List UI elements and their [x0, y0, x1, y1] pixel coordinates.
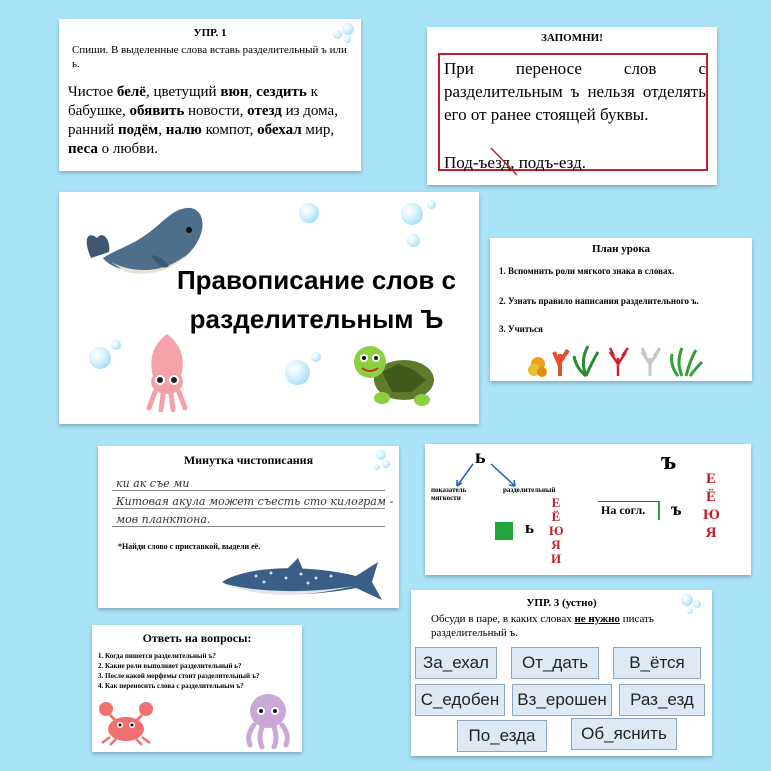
word-card[interactable]: С_едобен — [415, 684, 505, 716]
bracket-line — [598, 501, 660, 520]
handwriting-task: *Найди слово с приставкой, выдели её. — [118, 542, 261, 551]
label-softness: показатель мягкости — [431, 486, 467, 502]
text-fragment: Чистое — [68, 84, 117, 100]
hard-sign-big: ъ — [661, 446, 677, 475]
ruled-line — [112, 526, 385, 527]
slide-title — [59, 192, 479, 424]
word-card[interactable]: За_ехал — [415, 647, 497, 679]
slide-handwriting — [98, 446, 399, 608]
handwriting-line3: мов планктона. — [116, 513, 211, 526]
exercise-1-title: УПР. 1 — [193, 27, 227, 39]
handwriting-title: Минутка чистописания — [183, 453, 314, 467]
seaweed-illustration — [526, 342, 716, 378]
highlighted-word: обявить — [129, 103, 185, 119]
highlighted-word: сездить — [256, 84, 307, 100]
example-right: подъ-езд. — [518, 153, 586, 172]
bubble-decor — [687, 608, 693, 614]
vowel-letter: Ё — [551, 509, 561, 524]
word-card[interactable]: По_езда — [457, 720, 547, 752]
question-item: 1. Когда пишется разделительный ъ? — [98, 652, 216, 660]
bubble-decor — [299, 203, 319, 223]
text-fragment: , цветущий — [145, 84, 221, 100]
green-square-icon — [495, 522, 513, 540]
bubble-decor — [311, 352, 321, 362]
bubble-decor — [407, 234, 420, 247]
vowel-letter: Е — [551, 495, 561, 510]
main-title-line2: разделительным Ъ — [189, 304, 444, 334]
vowel-letter: Е — [705, 471, 716, 487]
remember-title: ЗАПОМНИ! — [541, 32, 603, 44]
bubble-decor — [693, 600, 701, 608]
text-fragment: , — [248, 84, 257, 100]
whale-illustration — [81, 200, 221, 290]
ruled-line — [112, 490, 385, 491]
text-fragment: компот, — [201, 122, 258, 138]
soft-sign-big: ь — [475, 446, 486, 468]
exercise-3-instruction: Обсуди в паре, в каких словах не нужно писать разделительный ъ. — [431, 613, 654, 639]
highlighted-word: подём — [118, 122, 159, 138]
highlighted-word: налю — [165, 122, 202, 138]
highlighted-word: отезд — [247, 103, 282, 119]
bubble-decor — [376, 450, 386, 460]
remember-example: Под-ъезд, подъ-езд. — [444, 153, 586, 172]
word-card[interactable]: От_дать — [511, 647, 599, 679]
highlighted-word: белё — [116, 84, 146, 100]
vowel-letter: Ю — [703, 507, 720, 523]
label-separating: разделительный — [503, 486, 556, 494]
text-fragment: к бабушке, — [68, 84, 318, 119]
word-card[interactable]: Раз_езд — [619, 684, 705, 716]
text-fragment: о любви. — [97, 141, 159, 157]
on-consonant-label: На согл. — [601, 503, 646, 517]
whale-shark-illustration — [216, 558, 386, 604]
vowels-right — [703, 470, 719, 542]
text-fragment: новости, — [184, 103, 248, 119]
vowel-letter: Я — [705, 525, 717, 541]
text-fragment: мир, — [301, 122, 335, 138]
emphasis-text: не нужно — [574, 613, 620, 625]
vowel-letter: Ё — [705, 489, 716, 505]
handwriting-line2: Китовая акула может съесть сто килограм - — [116, 495, 394, 508]
bubble-decor — [344, 36, 351, 43]
bubble-decor — [427, 200, 436, 209]
exercise-1-instruction: Спиши. В выделенные слова вставь разделительный ъ или ь. — [72, 44, 347, 70]
remember-rule: При переносе слов с разделительным ъ нельзя отделять его от ранее стоящей буквы. — [444, 59, 706, 124]
bubble-decor — [285, 360, 310, 385]
bubble-decor — [111, 340, 121, 350]
bubble-decor — [681, 594, 693, 606]
bubble-decor — [333, 30, 342, 39]
small-soft-sign: ь — [525, 518, 534, 537]
slide-scheme — [425, 444, 751, 575]
question-item: 2. Какие роли выполняет разделительный ь? — [98, 662, 242, 670]
vowel-letter: Я — [551, 537, 561, 552]
question-item: 3. После какой морфемы стоит разделительный ъ? — [98, 672, 260, 680]
word-card[interactable]: Об_яснить — [571, 718, 677, 750]
plan-item: 2. Узнать правило написания разделительного ъ. — [499, 296, 699, 306]
turtle-illustration — [352, 342, 444, 412]
text-fragment: , — [158, 122, 166, 138]
highlighted-word: вюн — [220, 84, 249, 100]
word-card[interactable]: Вз_ерошен — [512, 684, 612, 716]
vowel-letter: Ю — [549, 523, 564, 538]
example-wrong: Под-ъезд — [444, 153, 511, 172]
strike-mark — [487, 145, 527, 179]
plan-item: 1. Вспомнить роли мягкого знака в словах. — [499, 266, 675, 276]
bubble-decor — [342, 23, 354, 35]
octopus-illustration — [240, 691, 296, 749]
plan-title: План урока — [591, 243, 651, 255]
slide-lesson-plan — [490, 238, 752, 381]
vowels-left — [549, 496, 563, 566]
squid-illustration — [139, 332, 195, 412]
bubble-decor — [401, 203, 423, 225]
exercise-1-text — [68, 83, 356, 159]
slide-exercise-3 — [411, 590, 712, 756]
exercise-3-title: УПР. 3 (устно) — [526, 597, 597, 609]
right-hard-sign: ъ — [671, 499, 682, 519]
bubble-decor — [374, 464, 380, 470]
bubble-decor — [382, 460, 390, 468]
main-title-line1: Правописание слов с — [176, 265, 457, 295]
slide-exercise-1 — [59, 19, 361, 171]
ruled-line — [112, 508, 385, 509]
handwriting-line1: ки ак съе ми — [116, 477, 190, 490]
slide-remember — [427, 27, 717, 185]
highlighted-word: песа — [68, 141, 98, 157]
question-item: 4. Как переносить слова с разделительным ъ? — [98, 682, 244, 690]
plan-item: 3. Учиться — [499, 324, 543, 334]
questions-title: Ответь на вопросы: — [142, 631, 252, 645]
highlighted-word: обехал — [257, 122, 302, 138]
word-card[interactable]: В_ётся — [613, 647, 701, 679]
crab-illustration — [98, 697, 154, 747]
bubble-decor — [89, 347, 111, 369]
slide-questions — [92, 625, 302, 752]
vowel-letter: И — [550, 551, 562, 566]
text-fragment: из дома, ранний — [68, 103, 338, 138]
